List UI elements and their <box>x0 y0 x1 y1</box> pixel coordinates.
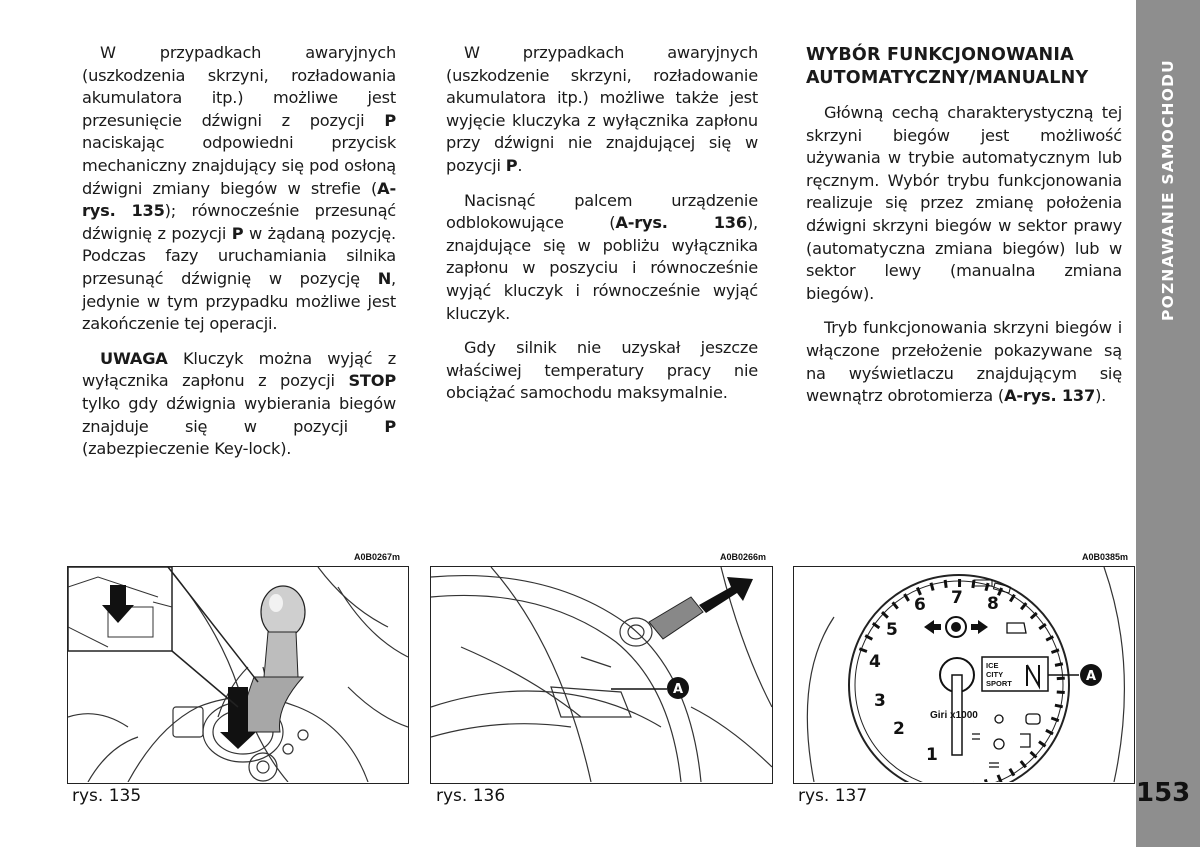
section-sidebar <box>1136 0 1200 847</box>
page-number: 153 <box>1136 778 1191 808</box>
display-mode-city: CITY <box>986 670 1004 679</box>
tach-tick <box>1057 678 1065 679</box>
paragraph: W przypadkach awaryjnych (uszkodzenia skrzyni, rozładowania akumulatora itp.) możliwe jest przesunięcie dźwigni z pozycji P naciskając odpowiedni przycisk mechaniczny znajdujący się pod osłoną dźwigni zmiany biegów w strefie (A-rys. 135); równocześnie przesunąć dźwignię z pozycji P w żądaną pozycję. Podczas fazy uruchamiania silnika przesunąć dźwignię w pozycję N, jedynie w tym przypadku możliwe jest zakończenie tej operacji. <box>82 43 396 334</box>
paragraph: Nacisnąć palcem urządzenie odblokowujące (A-rys. 136), znajdujące się w pobliżu wyłącznika zapłonu w poszyciu i równocześnie wyjąć kluczyk i równocześnie wyjąć kluczyk. <box>446 190 758 323</box>
figure-caption: rys. 136 <box>436 786 506 806</box>
figure-code: A0B0385m <box>1082 552 1129 562</box>
paragraph: Główną cechą charakterystyczną tej skrzyni biegów jest możliwość używania w trybie automatycznym lub ręcznym. Wybór trybu funkcjonowania realizuje się przez zmianę położenia dźwigni skrzyni biegów w sektor prawy (automatyczna zmiana biegów) lub w sektor lewy (manualna zmiana biegów). <box>806 103 1122 303</box>
text-column-2 <box>446 42 758 417</box>
paragraph: Gdy silnik nie uzyskał jeszcze właściwej temperatury pracy nie obciążać samochodu maksymalnie. <box>446 338 758 403</box>
tach-number: 6 <box>914 595 926 615</box>
tach-number: 3 <box>874 691 886 711</box>
figure-code: A0B0266m <box>720 552 767 562</box>
text-column-3 <box>806 44 1122 420</box>
tach-number: 7 <box>951 588 963 608</box>
tach-tick <box>931 583 933 591</box>
section-title: POZNAWANIE SAMOCHODU <box>1159 59 1177 321</box>
tach-tick <box>1057 692 1065 693</box>
warning-paragraph: UWAGA Kluczyk można wyjąć z wyłącznika zapłonu z pozycji STOP tylko gdy dźwignia wybierania biegów znajduje się w pozycji P (zabezpieczenie Key-lock). <box>82 348 396 459</box>
display-mode-sport: SPORT <box>986 679 1012 688</box>
section-heading: WYBÓR FUNKCJONOWANIA AUTOMATYCZNY/MANUALNY <box>806 45 1089 88</box>
tach-tick <box>945 580 946 588</box>
tach-number: 8 <box>987 594 999 614</box>
tach-tick <box>1055 705 1063 707</box>
figure-gear-lever <box>67 566 409 784</box>
figure-ignition <box>430 566 773 784</box>
gear-lever-illustration <box>68 567 408 782</box>
figure-tachometer <box>793 566 1135 784</box>
tach-number: 2 <box>893 719 905 739</box>
display-mode-ice: ICE <box>986 661 999 670</box>
paragraph: Tryb funkcjonowania skrzyni biegów i włączone przełożenie pokazywane są na wyświetlaczu znajdującym się wewnątrz obrotomierza (A-rys. 137). <box>806 318 1122 406</box>
tach-number: 5 <box>886 620 898 640</box>
callout-label: A <box>1085 669 1097 684</box>
figure-caption: rys. 135 <box>72 786 142 806</box>
callout-label: A <box>672 682 684 697</box>
tach-number: 4 <box>869 652 881 672</box>
tach-tick <box>1055 664 1063 666</box>
giri-label: Giri x1000 <box>930 710 978 721</box>
paragraph: W przypadkach awaryjnych (uszkodzenie skrzyni, rozładowanie akumulatora itp.) możliwe także jest wyjęcie kluczyka z wyłącznika zapłonu przy dźwigni nie znajdującej się w pozycji P. <box>446 43 758 175</box>
ignition-illustration <box>431 567 772 782</box>
tachometer-illustration <box>794 567 1134 782</box>
figure-code: A0B0267m <box>354 552 401 562</box>
figure-caption: rys. 137 <box>798 786 868 806</box>
tach-tick <box>986 583 988 591</box>
tach-number: 1 <box>926 745 938 765</box>
text-column-1 <box>82 42 396 473</box>
